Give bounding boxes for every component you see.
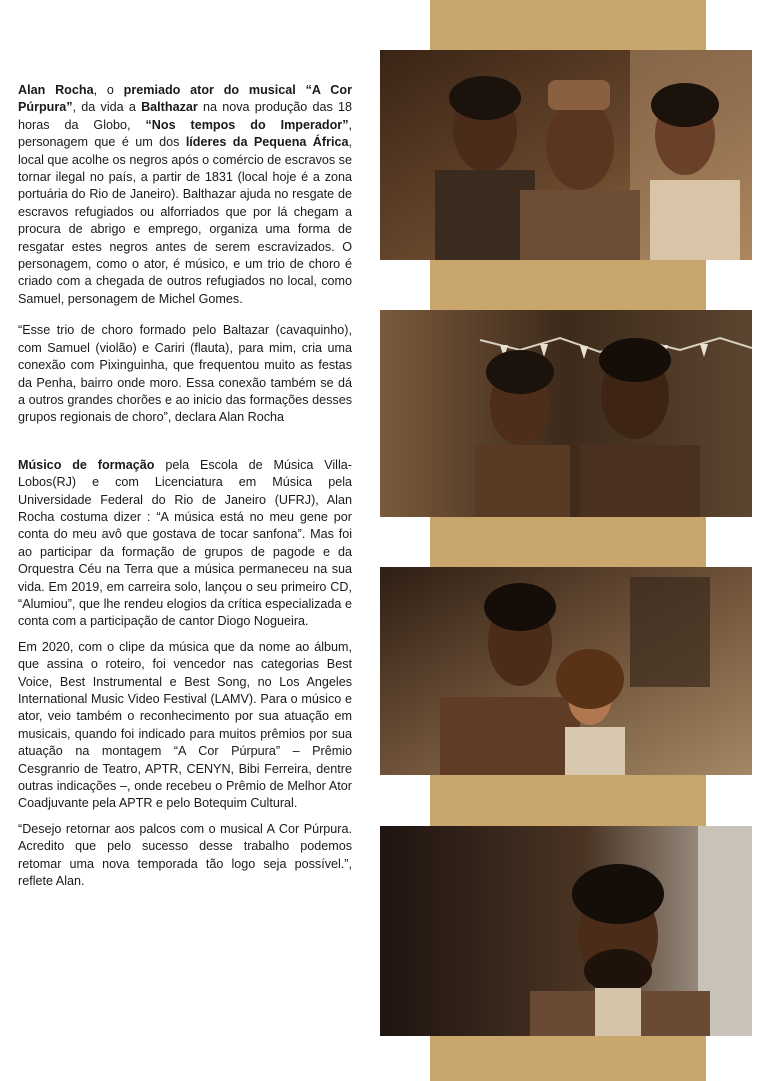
bold-run: líderes da Pequena África: [185, 135, 349, 150]
paragraph-1: [18, 82, 352, 308]
photo-man-with-girl: [380, 567, 752, 775]
article-text: [18, 82, 352, 904]
text-run: pela Escola de Música Villa-Lobos(RJ) e com Licenciatura em Música pela Universidade Federal do Rio de Janeiro (UFRJ), Alan Rocha costuma dizer : “A música está no meu gene por conta do meu avô que gostava de tocar sanfona”. Mas foi ao participar da formação de grupos de pagode e da Orquestra Céu na Terra que a música permaneceu na sua vida. Em 2019, em carreira solo, lançou o seu primeiro CD, “Alumiou”, que lhe rendeu elogios da crítica especializada e conta com a participação de cantor Diogo Nogueira.: [18, 457, 352, 629]
photo-man-closeup: [380, 826, 752, 1036]
actor-name: Alan Rocha: [18, 83, 94, 97]
photo-man-closeup-image: [380, 826, 752, 1036]
show-title: “Nos tempos do Imperador”: [145, 117, 349, 132]
paragraph-5: “Desejo retornar aos palcos com o musical A Cor Púrpura. Acredito que pelo sucesso desse trabalho podemos retomar uma nova temporada tão logo seja possível.”, reflete Alan.: [18, 821, 352, 889]
text-run: , personagem que é um dos: [18, 117, 352, 150]
text-run: , da vida a: [72, 100, 142, 115]
text-run: , local que acolhe os negros após o comércio de escravos se tornar ilegal no país, a partir de 1831 (local hoje é a zona portuária do Rio de Janeiro). Balthazar ajuda no resgate de escravos refugiados ou alforriados que por lá chegam a procura de abrigo e emprego, organiza uma forma de resgatar estes negros antes de serem escravizados. O personagem, como o ator, é músico, e um trio de choro é criado com a chegada de outros refugiados no local, como Samuel, personagem de Michel Gomes.: [18, 135, 352, 306]
text-run: na nova produção das 18 horas da Globo,: [18, 100, 352, 132]
bold-run: premiado ator do musical “A Cor Púrpura”: [18, 83, 352, 115]
character-name: Balthazar: [141, 100, 198, 115]
photo-man-with-girl-image: [380, 567, 752, 775]
paragraph-4: Em 2020, com o clipe da música que da nome ao álbum, que assina o roteiro, foi vencedor nas categorias Best Voice, Best Instrumental e Best Song, no Los Angeles International Music Video Festival (LAMV). Para o músico e ator, veio também o reconhecimento por sua atuação em musicais, quando foi indicado para muitos prêmios por sua atuação na montagem “A Cor Púrpura” – Prêmio Cesgranrio de Teatro, APTR, CENYN, Bibi Ferreira, dentre outras indicações –, onde recebeu o Prêmio de Melhor Ator Coadjuvante pela APTR e pelo Botequim Cultural.: [18, 639, 352, 811]
photo-cast-trio-image: [380, 50, 752, 260]
text-run: , o: [93, 83, 124, 97]
bold-run: Músico de formação: [18, 457, 155, 472]
photo-two-men-festival: [380, 310, 752, 517]
photo-two-men-festival-image: [380, 310, 752, 517]
photo-cast-trio: [380, 50, 752, 260]
paragraph-3: [18, 457, 352, 631]
paragraph-2: “Esse trio de choro formado pelo Baltazar (cavaquinho), com Samuel (violão) e Cariri (flauta), para mim, cria uma conexão com Pixinguinha, que frequentou muito as festas da Penha, bairro onde moro. Essa conexão também se dá a outros grandes chorões e ao inicio das formações desses grupos regionais de choro”, declara Alan Rocha: [18, 323, 352, 425]
